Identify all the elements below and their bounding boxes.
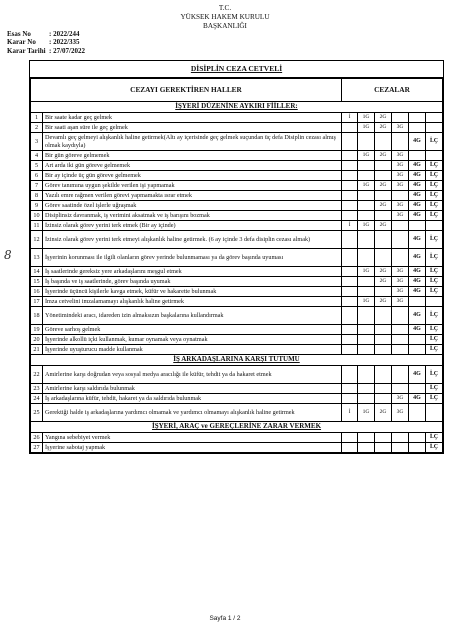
penalty-cell <box>392 366 409 384</box>
row-number: 18 <box>31 307 43 325</box>
penalty-cell: İ.Ç <box>426 249 443 267</box>
penalty-cell <box>375 433 392 443</box>
row-number: 10 <box>31 211 43 221</box>
penalty-cell <box>342 211 358 221</box>
penalty-cell <box>375 345 392 355</box>
penalty-cell: 2G <box>375 404 392 422</box>
row-number: 17 <box>31 297 43 307</box>
penalty-cell <box>342 433 358 443</box>
penalty-cell: İ.Ç <box>426 384 443 394</box>
penalty-cell <box>392 231 409 249</box>
penalty-cell: 2G <box>375 181 392 191</box>
penalty-cell <box>426 113 443 123</box>
penalty-cell: 4G <box>409 394 426 404</box>
row-number: 23 <box>31 384 43 394</box>
penalty-cell: 1G <box>358 151 375 161</box>
offense-text: Devamlı geç gelmeyi alışkanlık haline getirmek(Altı ay içerisinde geç gelmek suçundan üç defa Disiplin cezası almış olmak kaydıyla) <box>43 133 342 151</box>
penalty-cell: 1G <box>358 404 375 422</box>
penalty-cell: 4G <box>409 325 426 335</box>
penalty-cell: İ.Ç <box>426 443 443 453</box>
penalty-cell: İ <box>342 404 358 422</box>
penalty-cell <box>342 267 358 277</box>
row-number: 12 <box>31 231 43 249</box>
penalty-cell <box>409 123 426 133</box>
header-line-2: YÜKSEK HAKEM KURULU <box>180 13 270 21</box>
penalty-cell <box>392 443 409 453</box>
penalty-cell: 2G <box>375 297 392 307</box>
table-row <box>31 191 443 201</box>
section-header <box>31 355 443 366</box>
penalty-cell <box>392 345 409 355</box>
row-number: 5 <box>31 161 43 171</box>
penalty-cell <box>342 231 358 249</box>
offense-text: Yazılı emre rağmen verilen görevi yapmamakta ısrar etmek <box>43 191 342 201</box>
penalty-cell <box>342 123 358 133</box>
penalty-cell: 2G <box>375 123 392 133</box>
penalty-cell <box>426 221 443 231</box>
penalty-cell <box>375 231 392 249</box>
offense-text: Yangına sebebiyet vermek <box>43 433 342 443</box>
penalty-cell <box>342 335 358 345</box>
penalty-cell <box>375 161 392 171</box>
document-header <box>0 4 450 31</box>
header-line-1: T.C. <box>218 4 232 12</box>
table-row <box>31 287 443 297</box>
case-meta <box>7 30 85 55</box>
penalty-cell: İ.Ç <box>426 231 443 249</box>
penalty-cell <box>342 325 358 335</box>
row-number: 1 <box>31 113 43 123</box>
table-row <box>31 384 443 394</box>
penalty-cell: 2G <box>375 151 392 161</box>
penalty-cell: 2G <box>375 277 392 287</box>
penalty-cell: 1G <box>358 221 375 231</box>
penalty-cell: İ.Ç <box>426 133 443 151</box>
penalty-cell <box>375 287 392 297</box>
table-row <box>31 267 443 277</box>
penalty-cell <box>426 297 443 307</box>
penalty-cell: İ.Ç <box>426 277 443 287</box>
table-row <box>31 335 443 345</box>
penalty-cell <box>342 277 358 287</box>
penalty-cell: İ.Ç <box>426 394 443 404</box>
section-header <box>31 422 443 433</box>
offense-text: İş arkadaşlarına küfür, tehdit, hakaret ya da saldırıda bulunmak <box>43 394 342 404</box>
penalty-cell <box>392 191 409 201</box>
penalty-cell <box>358 345 375 355</box>
penalty-cell <box>392 307 409 325</box>
table-row <box>31 171 443 181</box>
penalty-cell <box>358 161 375 171</box>
penalty-cell <box>358 366 375 384</box>
offense-text: Amirlerine karşı doğrudan veya sosyal medya aracılığı ile küfür, tehdit ya da hakaret etmek <box>43 366 342 384</box>
offense-text: Bir saati aşan süre ile geç gelmek <box>43 123 342 133</box>
penalty-cell: 2G <box>375 267 392 277</box>
offense-text: İmza cetvelini imzalamamayı alışkanlık haline getirmek <box>43 297 342 307</box>
penalty-cell: 3G <box>392 394 409 404</box>
offense-text: İzinsiz olarak görev yerini terk etmeyi alışkanlık haline getirmek. (6 ay içinde 3 defa disiplin cezası almak) <box>43 231 342 249</box>
penalty-cell: 3G <box>392 151 409 161</box>
row-number: 6 <box>31 171 43 181</box>
penalty-cell: 2G <box>375 221 392 231</box>
penalty-cell: 1G <box>358 113 375 123</box>
offense-text: Yönetimindeki aracı, idareden izin almaksızın başkalarına kullandırmak <box>43 307 342 325</box>
table-title: DİSİPLİN CEZA CETVELİ <box>30 61 443 78</box>
penalty-table <box>30 78 443 453</box>
column-header-offenses: CEZAYI GEREKTİREN HALLER <box>31 79 342 102</box>
penalty-cell: 3G <box>392 161 409 171</box>
penalty-cell <box>342 191 358 201</box>
penalty-cell <box>342 307 358 325</box>
penalty-cell <box>375 394 392 404</box>
meta-row: Esas No : 2022/244 <box>7 30 80 38</box>
penalty-cell <box>358 443 375 453</box>
table-row <box>31 181 443 191</box>
penalty-cell <box>358 335 375 345</box>
penalty-cell <box>409 335 426 345</box>
row-number: 19 <box>31 325 43 335</box>
penalty-cell <box>375 307 392 325</box>
penalty-cell: İ.Ç <box>426 201 443 211</box>
penalty-cell: 1G <box>358 297 375 307</box>
table-row <box>31 133 443 151</box>
penalty-cell: 4G <box>409 211 426 221</box>
offense-text: Gerektiği halde iş arkadaşlarına yardımcı olmamak ve yardımcı olmamayı alışkanlık haline getirmek <box>43 404 342 422</box>
offense-text: İşyerine sabotaj yapmak <box>43 443 342 453</box>
penalty-cell: İ.Ç <box>426 307 443 325</box>
penalty-cell: 3G <box>392 201 409 211</box>
section-title: İŞ ARKADAŞLARINA KARŞI TUTUMU <box>31 355 443 366</box>
penalty-cell: 3G <box>392 267 409 277</box>
meta-row: Karar Tarihi : 27/07/2022 <box>7 46 85 55</box>
penalty-cell <box>342 151 358 161</box>
penalty-cell <box>358 211 375 221</box>
offense-text: Görev saatinde özel işlerle uğraşmak <box>43 201 342 211</box>
penalty-cell <box>342 384 358 394</box>
row-number: 15 <box>31 277 43 287</box>
penalty-cell <box>426 151 443 161</box>
row-number: 13 <box>31 249 43 267</box>
penalty-cell <box>358 133 375 151</box>
penalty-cell <box>342 181 358 191</box>
table-row <box>31 161 443 171</box>
penalty-cell <box>409 384 426 394</box>
penalty-cell <box>409 151 426 161</box>
penalty-cell: İ.Ç <box>426 191 443 201</box>
penalty-cell <box>358 384 375 394</box>
penalty-cell: 4G <box>409 181 426 191</box>
row-number: 20 <box>31 335 43 345</box>
offense-text: İşyerinde alkollü içki kullanmak, kumar oynamak veya oynatmak <box>43 335 342 345</box>
penalty-cell: 3G <box>392 123 409 133</box>
penalty-cell: 2G <box>375 201 392 211</box>
penalty-cell: 4G <box>409 161 426 171</box>
penalty-cell <box>342 345 358 355</box>
penalty-cell <box>426 404 443 422</box>
penalty-cell: İ.Ç <box>426 335 443 345</box>
penalty-cell <box>392 133 409 151</box>
penalty-cell <box>358 231 375 249</box>
penalty-cell <box>375 191 392 201</box>
penalty-cell <box>392 325 409 335</box>
penalty-cell: 4G <box>409 201 426 211</box>
penalty-cell <box>409 433 426 443</box>
offense-text: Göreve sarhoş gelmek <box>43 325 342 335</box>
penalty-cell <box>375 249 392 267</box>
table-row <box>31 211 443 221</box>
table-row <box>31 151 443 161</box>
row-number: 2 <box>31 123 43 133</box>
penalty-cell: 4G <box>409 171 426 181</box>
penalty-cell: 4G <box>409 307 426 325</box>
penalty-cell <box>358 325 375 335</box>
column-header-penalties: CEZALAR <box>342 79 443 102</box>
penalty-cell: 4G <box>409 191 426 201</box>
table-row <box>31 394 443 404</box>
penalty-cell: 4G <box>409 287 426 297</box>
penalty-cell <box>358 287 375 297</box>
penalty-cell <box>392 249 409 267</box>
offense-text: İşyerinin korunması ile ilgili olanların görev yerinde bulunmaması ya da görev başında uyuması <box>43 249 342 267</box>
row-number: 16 <box>31 287 43 297</box>
penalty-cell: İ.Ç <box>426 181 443 191</box>
penalty-cell: 4G <box>409 133 426 151</box>
penalty-cell: İ.Ç <box>426 267 443 277</box>
penalty-cell: İ.Ç <box>426 345 443 355</box>
penalty-cell: İ <box>342 221 358 231</box>
penalty-cell: 1G <box>358 181 375 191</box>
offense-text: Görev tanımına uygun şekilde verilen işi yapmamak <box>43 181 342 191</box>
penalty-cell: 4G <box>409 366 426 384</box>
penalty-cell: 4G <box>409 267 426 277</box>
table-row <box>31 443 443 453</box>
table-row <box>31 113 443 123</box>
penalty-cell: 3G <box>392 181 409 191</box>
header-line-3: BAŞKANLIĞI <box>203 22 247 30</box>
penalty-cell <box>342 366 358 384</box>
page-footer: Sayfa 1 / 2 <box>209 615 241 622</box>
penalty-cell <box>409 404 426 422</box>
penalty-cell: İ.Ç <box>426 325 443 335</box>
offense-text: Amirlerine karşı saldırıda bulunmak <box>43 384 342 394</box>
penalty-cell: 4G <box>409 277 426 287</box>
penalty-cell <box>358 433 375 443</box>
penalty-cell: 1G <box>358 267 375 277</box>
penalty-cell: 4G <box>409 249 426 267</box>
penalty-cell <box>409 113 426 123</box>
penalty-cell <box>375 171 392 181</box>
penalty-cell: 1G <box>358 123 375 133</box>
penalty-cell: İ.Ç <box>426 366 443 384</box>
penalty-cell <box>426 123 443 133</box>
penalty-cell: 3G <box>392 287 409 297</box>
row-number: 21 <box>31 345 43 355</box>
penalty-cell: 2G <box>375 113 392 123</box>
penalty-cell <box>392 384 409 394</box>
penalty-cell <box>342 171 358 181</box>
penalty-cell: 3G <box>392 404 409 422</box>
penalty-cell <box>375 211 392 221</box>
penalty-cell <box>375 133 392 151</box>
column-header-row <box>31 79 443 102</box>
section-title: İŞYERİ, ARAÇ ve GEREÇLERİNE ZARAR VERMEK <box>31 422 443 433</box>
offense-text: Disiplinsiz davranmak, iş verimini aksatmak ve iş barışını bozmak <box>43 211 342 221</box>
row-number: 8 <box>31 191 43 201</box>
penalty-cell <box>375 366 392 384</box>
offense-text: İş başında ve iş saatlerinde, görev başında uyumak <box>43 277 342 287</box>
penalty-cell <box>409 443 426 453</box>
table-row <box>31 307 443 325</box>
penalty-cell <box>342 133 358 151</box>
penalty-cell <box>392 335 409 345</box>
penalty-cell <box>342 249 358 267</box>
penalty-cell: 4G <box>409 231 426 249</box>
penalty-cell <box>409 297 426 307</box>
penalty-cell <box>358 201 375 211</box>
penalty-cell <box>342 161 358 171</box>
table-row <box>31 201 443 211</box>
penalty-cell <box>375 384 392 394</box>
offense-text: Art arda iki gün göreve gelmemek <box>43 161 342 171</box>
row-number: 4 <box>31 151 43 161</box>
offense-text: İşyerinde üçüncü kişilerle kavga etmek, küfür ve hakarette bulunmak <box>43 287 342 297</box>
penalty-cell <box>392 113 409 123</box>
penalty-cell: İ.Ç <box>426 161 443 171</box>
row-number: 22 <box>31 366 43 384</box>
penalty-cell <box>358 394 375 404</box>
table-row <box>31 297 443 307</box>
table-row <box>31 249 443 267</box>
row-number: 7 <box>31 181 43 191</box>
penalty-cell <box>392 433 409 443</box>
penalty-cell <box>409 345 426 355</box>
penalty-cell <box>342 201 358 211</box>
offense-text: İşyerinde uyuşturucu madde kullanmak <box>43 345 342 355</box>
offense-text: İzinsiz olarak görev yerini terk etmek (Bir ay içinde) <box>43 221 342 231</box>
table-row <box>31 277 443 287</box>
offense-text: Bir saate kadar geç gelmek <box>43 113 342 123</box>
penalty-cell: 3G <box>392 211 409 221</box>
penalty-table-frame <box>29 60 444 454</box>
penalty-cell <box>375 443 392 453</box>
offense-text: Bir ay içinde üç gün göreve gelmemek <box>43 171 342 181</box>
row-number: 9 <box>31 201 43 211</box>
section-header <box>31 102 443 113</box>
penalty-cell: 3G <box>392 277 409 287</box>
penalty-cell <box>358 277 375 287</box>
table-row <box>31 325 443 335</box>
penalty-cell: 3G <box>392 297 409 307</box>
table-row <box>31 404 443 422</box>
table-row <box>31 231 443 249</box>
penalty-cell <box>342 297 358 307</box>
table-row <box>31 123 443 133</box>
row-number: 11 <box>31 221 43 231</box>
handwritten-margin-mark: 8 <box>4 248 12 262</box>
penalty-cell <box>409 221 426 231</box>
offense-text: Bir gün göreve gelmemek <box>43 151 342 161</box>
table-row <box>31 345 443 355</box>
penalty-cell <box>342 443 358 453</box>
row-number: 3 <box>31 133 43 151</box>
penalty-cell: 3G <box>392 171 409 181</box>
table-row <box>31 221 443 231</box>
row-number: 27 <box>31 443 43 453</box>
row-number: 24 <box>31 394 43 404</box>
penalty-cell: İ.Ç <box>426 433 443 443</box>
penalty-cell <box>358 307 375 325</box>
meta-row: Karar No : 2022/335 <box>7 38 80 47</box>
penalty-cell: İ <box>342 113 358 123</box>
penalty-cell <box>375 335 392 345</box>
penalty-cell <box>358 191 375 201</box>
penalty-cell: İ.Ç <box>426 171 443 181</box>
section-title: İŞYERİ DÜZENİNE AYKIRI FİİLLER: <box>31 102 443 113</box>
penalty-cell <box>342 394 358 404</box>
row-number: 14 <box>31 267 43 277</box>
penalty-cell <box>342 287 358 297</box>
penalty-cell <box>375 325 392 335</box>
offense-text: İş saatlerinde gereksiz yere arkadaşlarını meşgul etmek <box>43 267 342 277</box>
penalty-cell: İ.Ç <box>426 287 443 297</box>
penalty-cell <box>358 249 375 267</box>
penalty-cell <box>358 171 375 181</box>
penalty-cell <box>392 221 409 231</box>
row-number: 26 <box>31 433 43 443</box>
penalty-cell: İ.Ç <box>426 211 443 221</box>
row-number: 25 <box>31 404 43 422</box>
table-row <box>31 366 443 384</box>
table-row <box>31 433 443 443</box>
